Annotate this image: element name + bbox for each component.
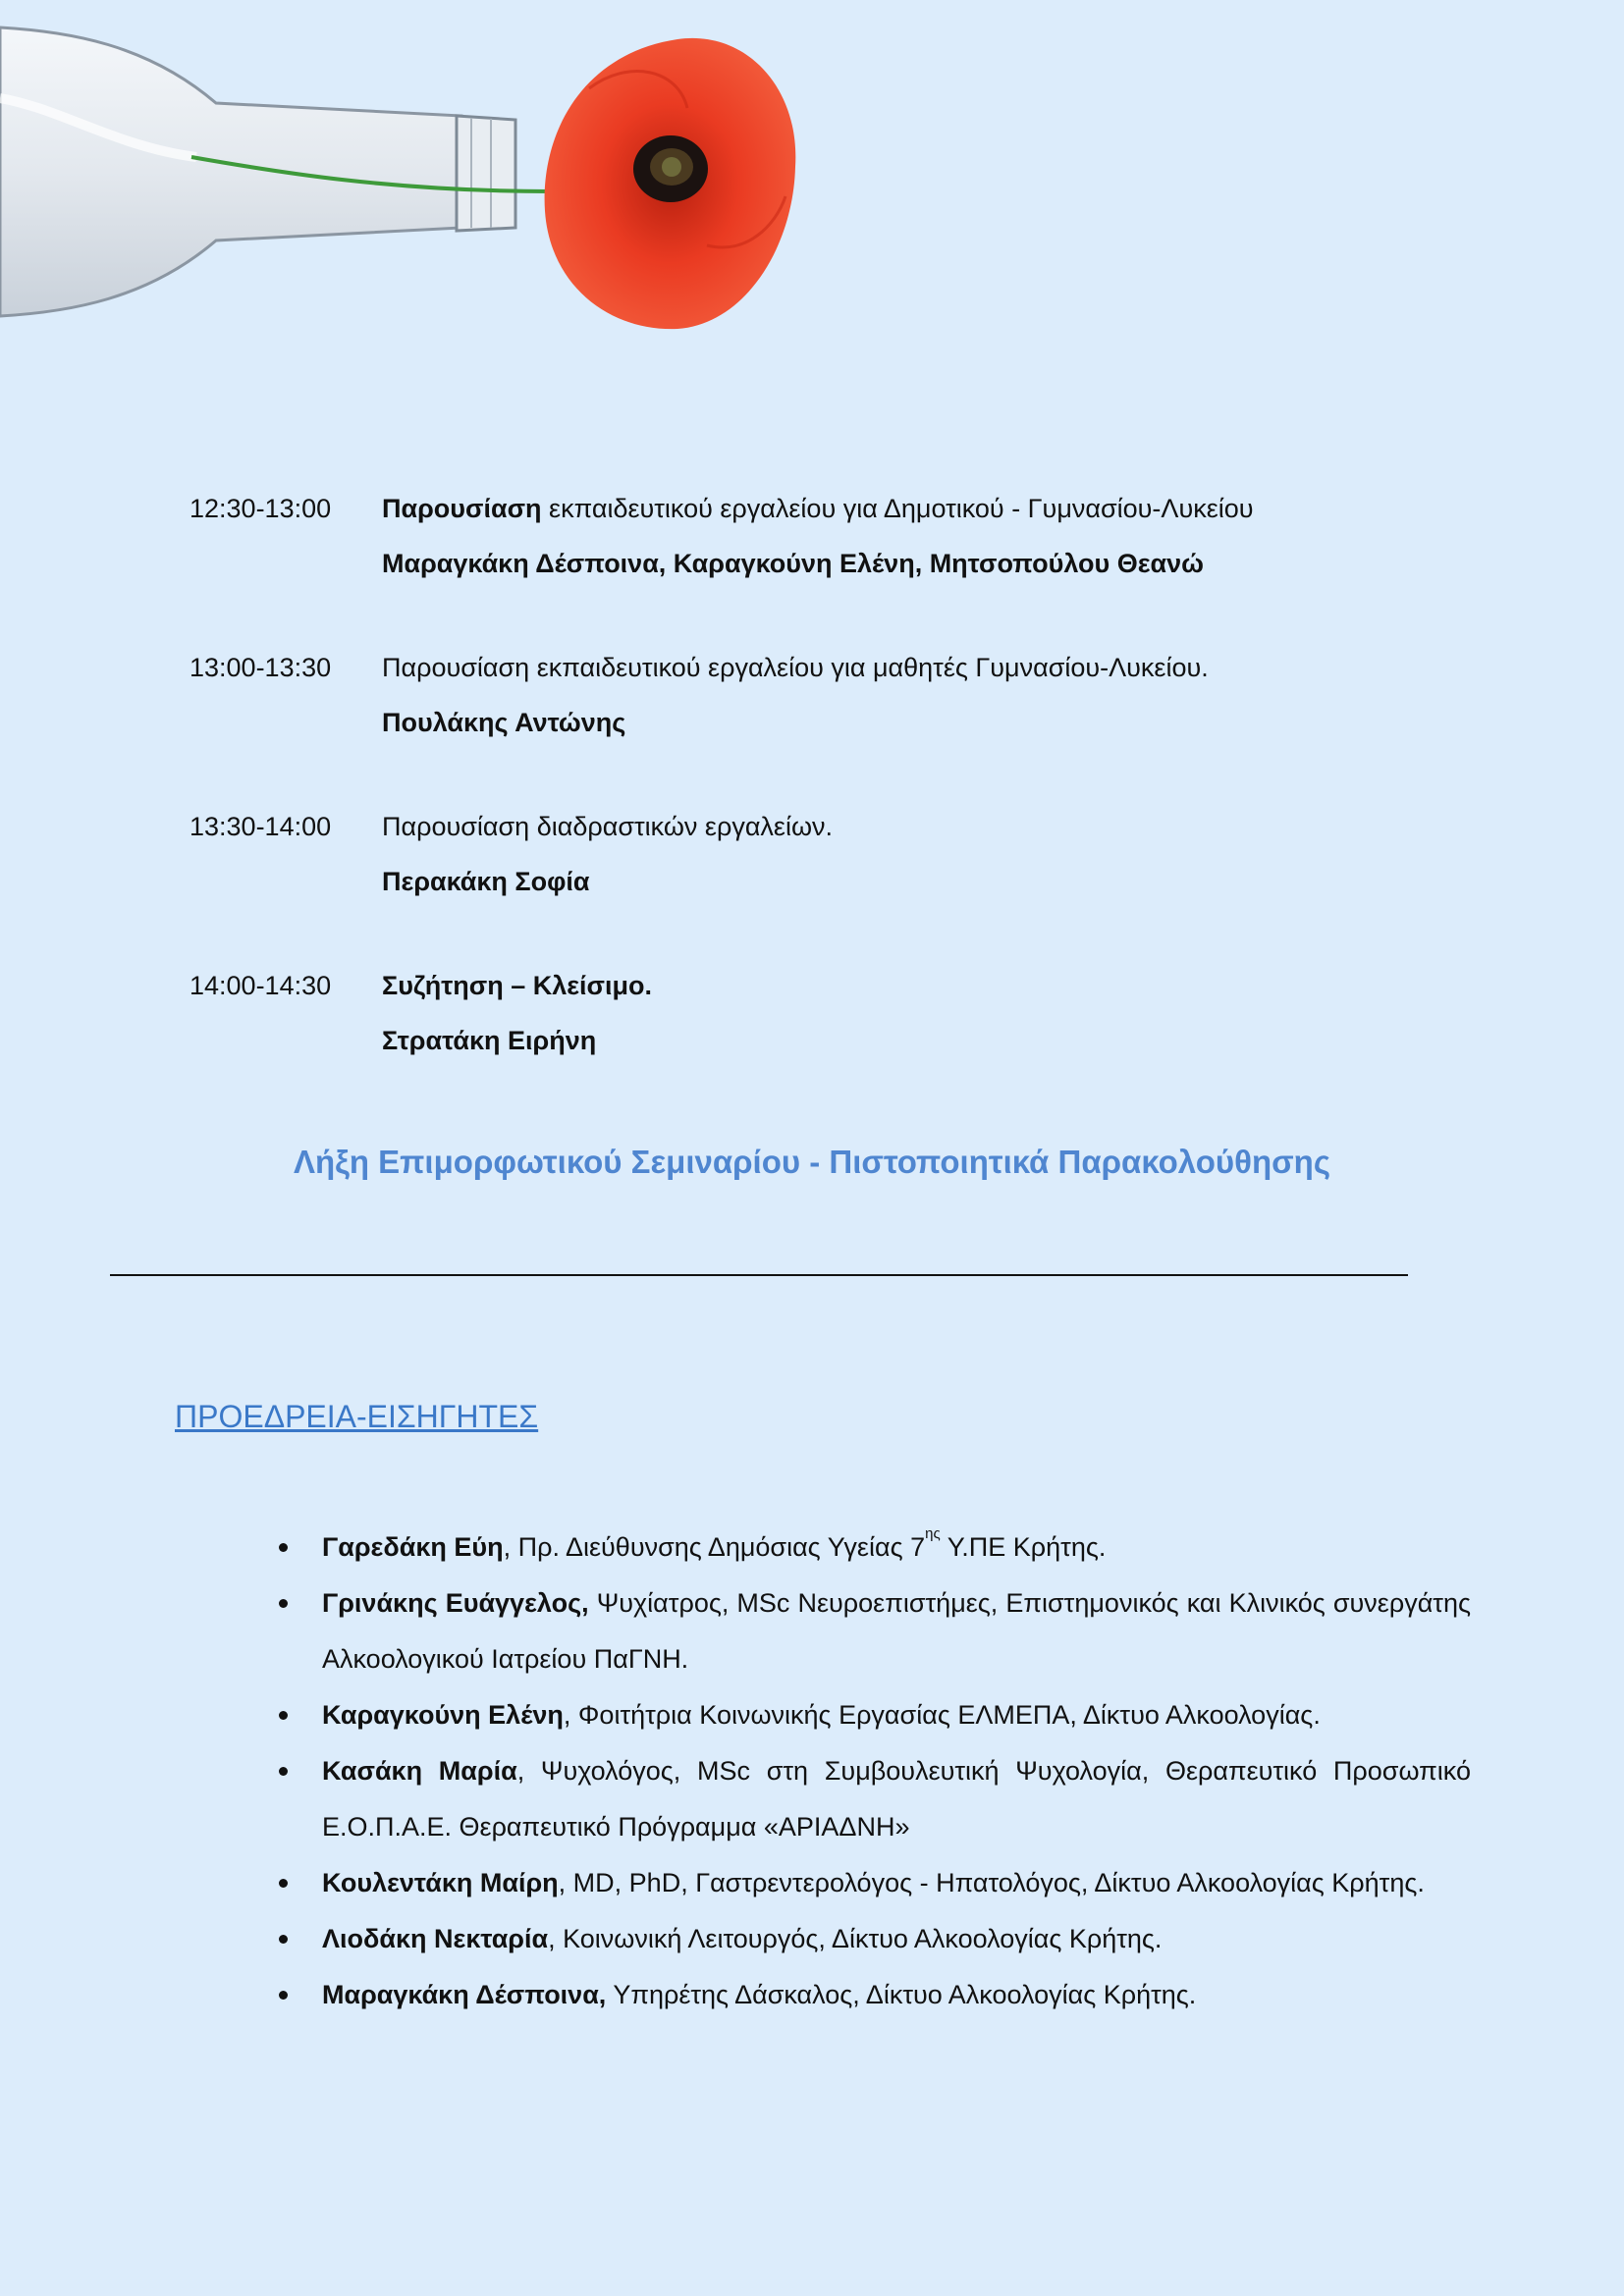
list-item: Καραγκούνη Ελένη, Φοιτήτρια Κοινωνικής Εργασίας ΕΛΜΕΠΑ, Δίκτυο Αλκοολογίας. [322,1687,1471,1743]
schedule-speakers: Πουλάκης Αντώνης [382,708,626,737]
bottle-poppy-illustration [0,0,825,334]
schedule-title-bold: Συζήτηση – Κλείσιμο. [382,971,653,1000]
list-item: Λιοδάκη Νεκταρία, Κοινωνική Λειτουργός, Δίκτυο Αλκοολογίας Κρήτης. [322,1911,1471,1967]
schedule-item [189,640,1466,750]
person-name: Μαραγκάκη Δέσποινα, [322,1980,607,2009]
list-item: Κουλεντάκη Μαίρη, MD, PhD, Γαστρεντερολόγος - Ηπατολόγος, Δίκτυο Αλκοολογίας Κρήτης. [322,1855,1471,1911]
schedule-speakers: Στρατάκη Ειρήνη [382,1026,597,1055]
list-item: Γαρεδάκη Εύη, Πρ. Διεύθυνσης Δημόσιας Υγείας $7^{\eta\varsigma}$ Υ.ΠΕ Κρήτης. [322,1520,1471,1575]
bottle-image [0,27,515,316]
schedule-title-bold: Παρουσίαση [382,494,542,523]
schedule-time: 12:30-13:00 [189,494,332,523]
schedule-title: Παρουσίαση εκπαιδευτικού εργαλείου για μαθητές Γυμνασίου-Λυκείου. [382,653,1209,682]
schedule-item [189,958,1466,1068]
list-item: Γρινάκης Ευάγγελος, Ψυχίατρος, MSc Νευροεπιστήμες, Επιστημονικός και Κλινικός συνεργάτης Αλκοολογικού Ιατρείου ΠαΓΝΗ. [322,1575,1471,1687]
person-name: Κουλεντάκη Μαίρη [322,1868,559,1897]
person-name: Γαρεδάκη Εύη [322,1532,504,1562]
schedule-item [189,799,1466,909]
person-name: Γρινάκης Ευάγγελος, [322,1588,589,1618]
list-item: Κασάκη Μαρία, Ψυχολόγος, MSc στη Συμβουλευτική Ψυχολογία, Θεραπευτικό Προσωπικό Ε.Ο.Π.Α.Ε. Θεραπευτικό Πρόγραμμα «ΑΡΙΑΔΝΗ» [322,1743,1471,1855]
schedule-time: 13:30-14:00 [189,812,332,841]
list-item: Μαραγκάκη Δέσποινα, Υπηρέτης Δάσκαλος, Δίκτυο Αλκοολογίας Κρήτης. [322,1967,1471,2023]
schedule-time: 14:00-14:30 [189,971,332,1000]
schedule-item [189,481,1466,591]
schedule-list [189,481,1466,1117]
closing-title: Λήξη Επιμορφωτικού Σεμιναρίου - Πιστοποιητικά Παρακολούθησης [293,1144,1331,1180]
person-name: Λιοδάκη Νεκταρία [322,1924,549,1953]
poppy-flower-image [545,38,796,329]
people-list [322,1520,1471,2023]
person-name: Καραγκούνη Ελένη [322,1700,564,1730]
schedule-title: εκπαιδευτικού εργαλείου για Δημοτικού - Γυμνασίου-Λυκείου [541,494,1254,523]
schedule-title: Παρουσίαση διαδραστικών εργαλείων. [382,812,834,841]
schedule-speakers: Περακάκη Σοφία [382,867,590,896]
person-name: Κασάκη Μαρία [322,1756,517,1786]
schedule-speakers: Μαραγκάκη Δέσποινα, Καραγκούνη Ελένη, Μητσοπούλου Θεανώ [382,549,1204,578]
section-heading: ΠΡΟΕΔΡΕΙΑ-ΕΙΣΗΓΗΤΕΣ [175,1399,539,1434]
schedule-time: 13:00-13:30 [189,653,332,682]
divider [110,1274,1408,1276]
